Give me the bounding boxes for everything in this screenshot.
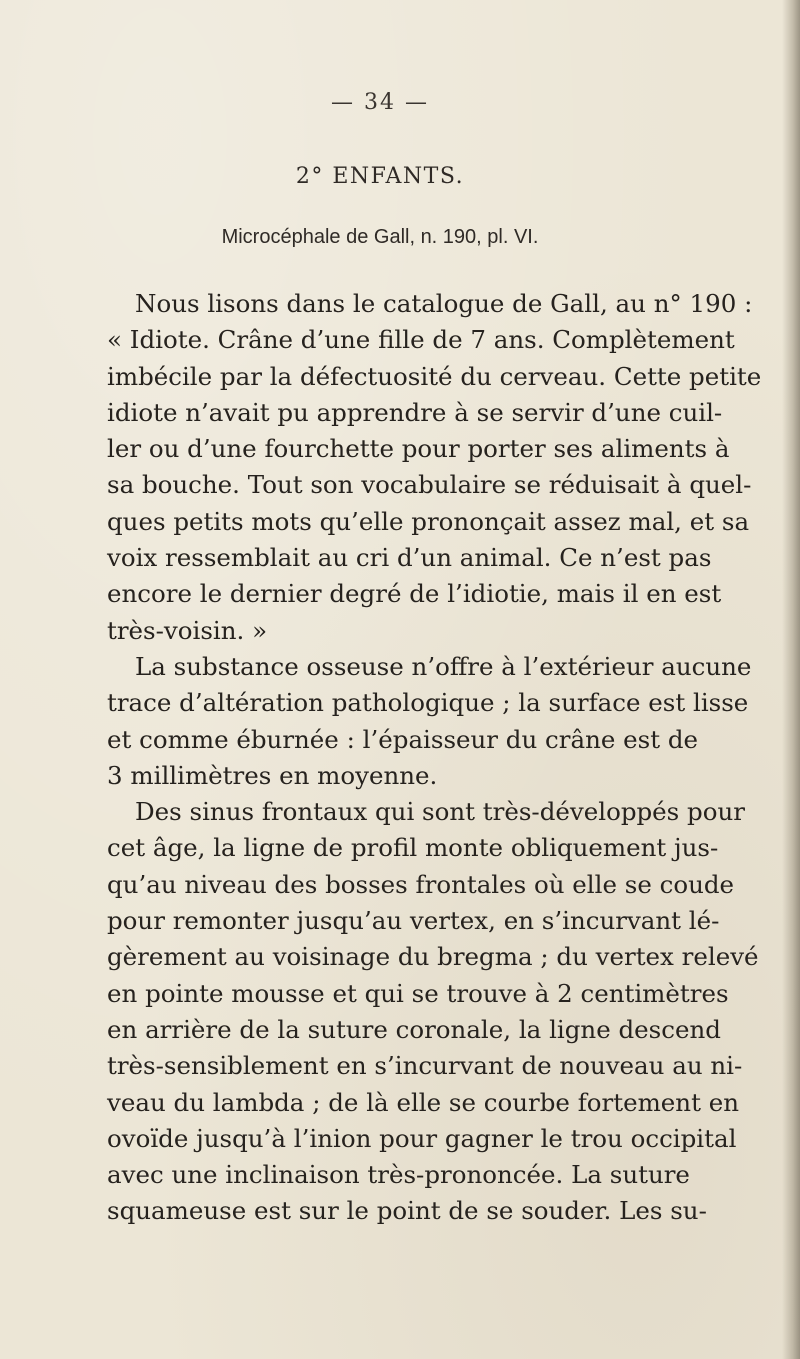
text-line: et comme éburnée : l’épaisseur du crâne est de — [107, 724, 699, 754]
body-text — [107, 286, 762, 1230]
section-heading: 2° ENFANTS. — [295, 164, 465, 189]
text-line: ques petits mots qu’elle prononçait assez mal, et sa — [107, 506, 750, 536]
text-line: veau du lambda ; de là elle se courbe fortement en — [107, 1087, 739, 1117]
text-line: 3 millimètres en moyenne. — [107, 760, 438, 790]
text-line: Nous lisons dans le catalogue de Gall, au n° 190 : — [135, 289, 753, 318]
text-line: pour remonter jusqu’au vertex, en s’incurvant lé- — [107, 906, 720, 936]
text-line: squameuse est sur le point de se souder. Les su- — [107, 1196, 707, 1226]
text-line: Des sinus frontaux qui sont très-développés pour — [135, 797, 745, 827]
text-line: très-sensiblement en s’incurvant de nouveau au ni- — [107, 1051, 743, 1081]
page-number: — 34 — — [331, 90, 429, 115]
text-line: gèrement au voisinage du bregma ; du vertex relevé — [107, 942, 759, 972]
text-line: ler ou d’une fourchette pour porter ses aliments à — [107, 434, 730, 464]
text-line: ovoïde jusqu’à l’inion pour gagner le trou occipital — [107, 1123, 737, 1153]
text-line: en arrière de la suture coronale, la ligne descend — [107, 1014, 721, 1044]
text-line: très-voisin. » — [107, 615, 268, 645]
text-line: voix ressemblait au cri d’un animal. Ce n’est pas — [107, 543, 712, 573]
text-line: idiote n’avait pu apprendre à se servir d’une cuil- — [107, 397, 723, 427]
figure-caption: Microcéphale de Gall, n. 190, pl. VI. — [221, 226, 539, 248]
page-edge-shadow — [782, 0, 800, 1359]
text-line: en pointe mousse et qui se trouve à 2 centimètres — [107, 978, 729, 1008]
text-line: cet âge, la ligne de profil monte obliquement jus- — [107, 833, 719, 863]
text-line: encore le dernier degré de l’idiotie, mais il en est — [107, 579, 722, 609]
text-line: « Idiote. Crâne d’une fille de 7 ans. Complètement — [107, 325, 735, 355]
text-line: trace d’altération pathologique ; la surface est lisse — [107, 688, 749, 718]
text-line: qu’au niveau des bosses frontales où elle se coude — [107, 869, 735, 899]
text-line: sa bouche. Tout son vocabulaire se réduisait à quel- — [107, 470, 752, 500]
text-line: La substance osseuse n’offre à l’extérieur aucune — [135, 651, 752, 681]
text-line: avec une inclinaison très-prononcée. La suture — [107, 1160, 690, 1190]
text-line: imbécile par la défectuosité du cerveau. Cette petite — [107, 361, 762, 391]
